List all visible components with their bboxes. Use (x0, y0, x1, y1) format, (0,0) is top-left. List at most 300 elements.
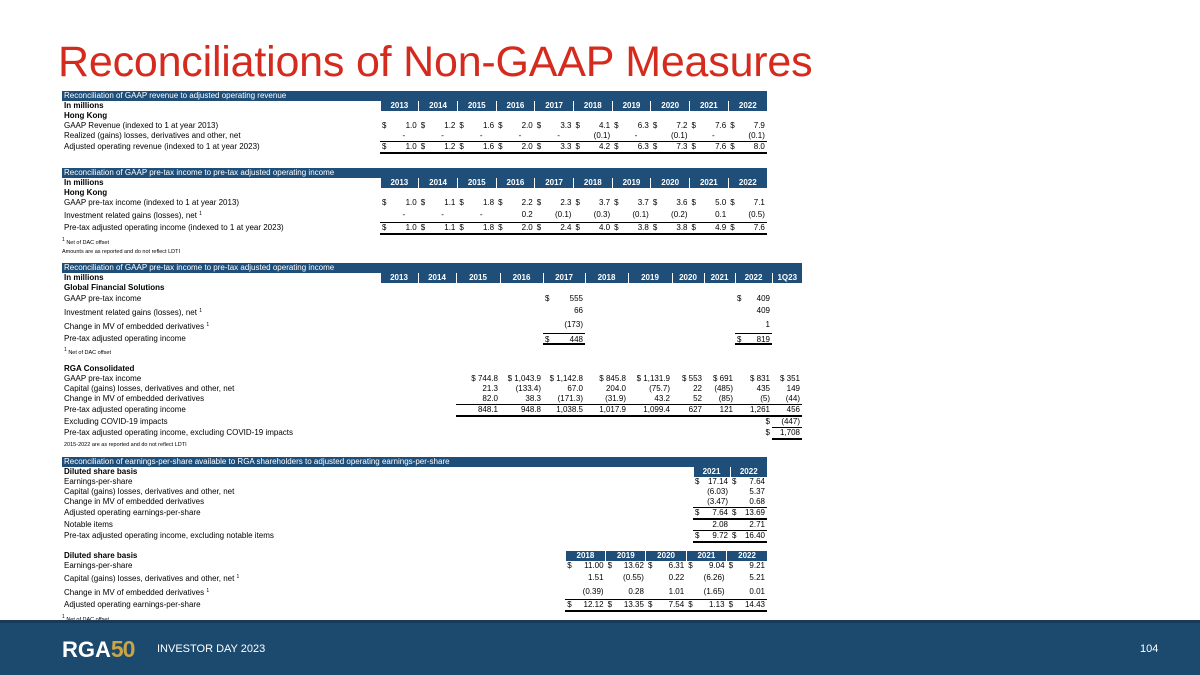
table-cell: $ (730, 531, 739, 543)
table-cell: 1.01 (668, 586, 685, 596)
table-cell (693, 487, 702, 497)
table-cell (628, 319, 672, 333)
table-cell (585, 293, 628, 305)
table-cell (612, 131, 621, 142)
table-cell (505, 111, 535, 121)
table-cell (612, 188, 621, 198)
table-cell: 2017 (535, 178, 574, 188)
table-cell (457, 188, 466, 198)
table-cell: (85) (718, 394, 733, 403)
table-cell: - (402, 131, 406, 140)
section-banner: Reconciliation of GAAP pre-tax income to pre-tax adjusted operating income (62, 263, 802, 273)
row-label: Adjusted operating revenue (indexed to 1 at year 2023) (64, 142, 260, 152)
table-cell: Pre-tax adjusted operating income, excluding COVID-19 impacts (64, 428, 293, 438)
table-cell (456, 305, 500, 319)
table-cell (535, 111, 544, 121)
table-cell: 12.12 (574, 599, 605, 611)
table-cell: $ (420, 198, 426, 207)
table-cell: 2022 (727, 551, 767, 561)
table-cell: 2022 (730, 467, 767, 477)
table-cell: In millions (64, 101, 104, 110)
table-cell: $ (690, 222, 699, 234)
table-cell: 2019 (612, 178, 651, 188)
table-cell (380, 374, 418, 384)
table-cell (651, 111, 660, 121)
table-cell: 4.9 (699, 222, 729, 234)
table-cell (660, 111, 690, 121)
table-cell: (0.1) (593, 131, 611, 140)
row-label: Capital (gains) losses, derivatives and other, net (64, 574, 235, 583)
table-cell: 21.3 (482, 384, 498, 393)
footnote: Amounts are as reported and do not reflect LDTI (62, 248, 181, 255)
table-cell: Diluted share basis (64, 551, 138, 560)
table-cell (690, 131, 699, 142)
table-cell: 1.6 (482, 121, 495, 130)
table-cell (573, 131, 582, 142)
table-cell: 2020 (672, 273, 704, 283)
footnote-marker: 1 (199, 308, 202, 314)
table-cell (543, 319, 585, 331)
table-cell (628, 428, 672, 440)
table-cell: $ (652, 198, 658, 207)
table-cell: 0.68 (749, 497, 765, 506)
table-cell: 1,708 (772, 428, 802, 440)
table-cell: $ (730, 508, 739, 520)
footnote-row (62, 345, 802, 358)
table-cell: 2019 (606, 551, 646, 561)
table-header-row (62, 101, 767, 111)
table-cell: 82.0 (482, 394, 498, 403)
table-cell (500, 283, 543, 293)
table-cell (62, 222, 380, 234)
table-cell (62, 131, 380, 142)
table-cell (457, 111, 466, 121)
table-row (62, 416, 802, 428)
table-cell: 1.8 (482, 198, 495, 207)
table-cell: 1.51 (588, 573, 604, 582)
table-cell (456, 283, 500, 293)
row-label: Change in MV of embedded derivatives (64, 322, 205, 331)
table-cell: 1,099.4 (628, 405, 672, 417)
table-cell: $ (573, 142, 582, 154)
table-cell: 3.7 (637, 198, 649, 207)
value: 1 (765, 320, 770, 329)
table-cell: 456 (772, 405, 802, 417)
table-cell: $ (651, 142, 660, 154)
table-cell (772, 293, 802, 305)
row-label: Realized (gains) losses, derivatives and other, net (64, 131, 241, 141)
table-cell: $ (686, 599, 695, 611)
table-cell (380, 188, 389, 198)
table-cell: - (557, 131, 560, 140)
footnote-marker: 1 (206, 588, 210, 594)
table-cell: $ 744.8 (471, 374, 498, 383)
table-cell (535, 188, 544, 198)
table-cell: 848.1 (456, 405, 500, 417)
table-cell (496, 111, 505, 121)
table-cell (565, 585, 574, 599)
table-cell (418, 333, 456, 345)
table-cell: 17.14 (707, 477, 728, 486)
table-cell: 7.64 (702, 508, 730, 520)
table-cell: $ (612, 142, 621, 154)
table-header-row (62, 178, 767, 188)
table-cell: 0.22 (668, 573, 685, 582)
table-cell (606, 571, 615, 585)
table-cell: 121 (704, 405, 735, 417)
table-cell: $ (614, 121, 619, 130)
table-cell: (0.1) (554, 209, 572, 219)
table-cell: 43.2 (654, 394, 670, 403)
segment-row (62, 364, 802, 374)
table-cell: $ (496, 222, 505, 234)
table-cell (457, 208, 466, 222)
table-cell (380, 111, 389, 121)
table-cell (628, 283, 672, 293)
table-row (62, 508, 767, 520)
table-cell: $ 819 (737, 335, 770, 344)
table-cell: (31.9) (605, 394, 626, 403)
table-cell: $ (457, 222, 466, 234)
table-cell: $ (646, 599, 655, 611)
table-cell: $ (652, 121, 658, 130)
table-cell: 0.01 (749, 586, 765, 596)
table-row (62, 405, 802, 417)
table-cell: (6.26) (703, 573, 725, 582)
table-row (62, 384, 802, 394)
table-cell: $ (535, 142, 544, 154)
table-cell (690, 188, 699, 198)
table-cell: (3.47) (707, 497, 728, 506)
table-cell: 14.43 (736, 599, 767, 611)
segment-row (62, 111, 767, 121)
table-row (62, 293, 802, 305)
table-cell (543, 428, 585, 440)
table-cell (418, 305, 456, 319)
table-cell (62, 198, 380, 208)
table-cell (380, 384, 418, 394)
row-label: Adjusted operating earnings-per-share (64, 508, 201, 518)
table-cell: (44) (785, 394, 800, 403)
table-header-row (62, 551, 767, 561)
table-row (62, 585, 767, 599)
table-cell (62, 121, 380, 131)
gfs-pretax-reconciliation (62, 263, 802, 450)
table-cell (544, 188, 574, 198)
row-label: Earnings-per-share (64, 561, 133, 570)
table-cell: $ (567, 561, 572, 570)
table-cell: (0.2) (671, 209, 688, 219)
table-cell (456, 416, 500, 428)
table-cell: 2.2 (521, 198, 533, 207)
table-cell: $ 448 (545, 335, 583, 344)
section-banner: Reconciliation of GAAP pre-tax income to pre-tax adjusted operating income (62, 168, 767, 178)
table-cell: $^1$ Net of DAC offset (64, 347, 112, 356)
table-cell: Global Financial Solutions (64, 283, 165, 292)
table-cell: 1,017.9 (585, 405, 628, 417)
eps-multi-year-table (62, 551, 767, 612)
table-cell (500, 416, 543, 428)
table-cell (380, 319, 418, 333)
table-cell (380, 394, 418, 405)
table-cell: $ (695, 477, 700, 486)
table-cell (582, 188, 612, 198)
table-cell (456, 293, 500, 305)
table-cell: $ (765, 428, 770, 438)
table-cell: 7.6 (737, 222, 767, 234)
table-cell: 2014 (419, 178, 458, 188)
table-cell (651, 188, 660, 198)
table-cell (419, 111, 428, 121)
value: 66 (574, 306, 583, 315)
table-cell (565, 571, 574, 585)
table-cell: 0.1 (715, 209, 727, 219)
row-label: Pre-tax adjusted operating income (64, 405, 186, 415)
table-cell (704, 319, 735, 333)
table-cell: Excluding COVID-19 impacts (64, 416, 168, 426)
table-cell (772, 319, 802, 333)
table-cell (585, 319, 628, 333)
table-cell: 5.0 (715, 198, 727, 207)
table-cell (585, 333, 628, 345)
section-banner: Reconciliation of earnings-per-share available to RGA shareholders to adjusted operating earnings-per-share (62, 457, 767, 467)
table-cell (419, 188, 428, 198)
row-label: Change in MV of embedded derivatives (64, 588, 205, 597)
table-cell: 1.1 (428, 222, 458, 234)
row-label: GAAP pre-tax income (64, 294, 142, 303)
table-cell (389, 111, 419, 121)
table-cell: $ (730, 121, 735, 130)
table-cell: 2016 (496, 101, 535, 111)
table-cell: $ (536, 121, 542, 130)
table-cell: 2013 (380, 101, 419, 111)
table-cell: 6.3 (637, 121, 649, 130)
hk-pretax-table (62, 178, 767, 235)
table-cell: $ (606, 599, 615, 611)
row-label: GAAP pre-tax income (64, 374, 142, 383)
table-cell (500, 428, 543, 440)
table-cell: (133.4) (515, 384, 541, 393)
table-cell (704, 305, 735, 319)
table-cell: $ (457, 142, 466, 154)
table-cell (651, 208, 660, 222)
table-cell: $ (732, 477, 737, 486)
table-row (62, 198, 767, 208)
table-cell (62, 519, 693, 531)
segment-row (62, 283, 802, 293)
table-cell: 16.40 (739, 531, 767, 543)
table-cell: $ (420, 121, 426, 130)
row-label: Pre-tax adjusted operating income, excluding notable items (64, 531, 274, 541)
table-cell (730, 487, 739, 497)
row-label: Earnings-per-share (64, 477, 133, 486)
table-cell: $ (614, 198, 619, 207)
table-cell (380, 428, 418, 440)
table-cell: $ (459, 121, 464, 130)
table-cell: 1.13 (695, 599, 726, 611)
table-cell (543, 283, 585, 293)
table-cell: 67.0 (567, 384, 583, 393)
table-cell (612, 111, 621, 121)
table-cell (543, 416, 585, 428)
table-cell: 948.8 (500, 405, 543, 417)
table-cell: $ (575, 121, 580, 130)
table-cell: 2021 (690, 101, 729, 111)
table-cell (728, 208, 737, 222)
table-cell (585, 305, 628, 319)
table-cell (62, 561, 565, 571)
table-cell (500, 305, 543, 319)
table-cell (418, 405, 456, 417)
table-cell: 2013 (380, 273, 418, 283)
table-cell: 2018 (573, 178, 612, 188)
table-cell (582, 111, 612, 121)
table-cell (62, 477, 693, 487)
table-cell: $ (612, 222, 621, 234)
table-row (62, 333, 802, 345)
table-cell: 2015-2022 are as reported and do not reflect LDTI (64, 442, 187, 448)
table-cell (585, 416, 628, 428)
table-row (62, 208, 767, 222)
table-cell: 1Q23 (772, 273, 802, 283)
table-cell: 3.3 (560, 121, 572, 130)
table-cell: $ (727, 599, 736, 611)
table-cell (62, 585, 565, 599)
row-label: GAAP Revenue (indexed to 1 at year 2013) (64, 121, 219, 130)
table-cell (418, 394, 456, 405)
table-cell (621, 188, 651, 198)
value: 409 (756, 306, 770, 315)
table-cell: $ (730, 198, 735, 207)
table-cell: 1.0 (405, 121, 417, 130)
table-cell (496, 131, 505, 142)
table-cell: $ (419, 222, 428, 234)
table-cell (380, 305, 418, 319)
table-cell: 2019 (612, 101, 651, 111)
table-cell: 5.21 (749, 573, 765, 582)
table-cell: $ (728, 561, 734, 570)
table-cell: 2022 (728, 178, 767, 188)
table-cell: $ (690, 142, 699, 154)
table-row (62, 374, 802, 384)
eps-multi-year-reconciliation (62, 551, 767, 622)
table-cell: (0.5) (748, 209, 765, 219)
page-title: Reconciliations of Non-GAAP Measures (58, 38, 813, 86)
table-cell (606, 585, 615, 599)
table-cell (380, 208, 389, 222)
table-cell: 1.0 (389, 222, 419, 234)
table-cell: 2021 (690, 178, 729, 188)
row-label: Change in MV of embedded derivatives (64, 497, 205, 507)
table-cell (389, 188, 419, 198)
table-cell (62, 208, 380, 222)
table-cell: - (441, 131, 444, 140)
table-cell (735, 305, 772, 317)
hk-revenue-table (62, 101, 767, 154)
table-cell (418, 293, 456, 305)
table-cell (62, 599, 565, 611)
table-cell: 2016 (500, 273, 543, 283)
table-header-row (62, 467, 767, 477)
table-cell: - (518, 131, 522, 140)
table-cell: 3.6 (676, 198, 688, 207)
table-cell: 1.2 (444, 121, 456, 130)
table-cell: In millions (64, 178, 104, 187)
table-cell: (0.1) (632, 209, 649, 219)
table-cell: 2018 (565, 551, 605, 561)
table-cell (672, 305, 704, 319)
table-cell: 2018 (585, 273, 628, 283)
table-row (62, 497, 767, 508)
table-cell (62, 293, 380, 305)
table-cell: 4.2 (582, 142, 612, 154)
table-cell: 7.6 (699, 142, 729, 154)
table-cell: $ (607, 561, 613, 570)
table-cell: 1,038.5 (543, 405, 585, 417)
table-cell: $ (535, 222, 544, 234)
table-cell (672, 428, 704, 440)
table-row (62, 222, 767, 234)
table-cell: $ (765, 417, 770, 427)
table-cell (699, 188, 729, 198)
table-cell: $ (419, 142, 428, 154)
table-cell (651, 131, 660, 142)
table-cell (646, 571, 655, 585)
section-banner: Reconciliation of GAAP revenue to adjusted operating revenue (62, 91, 767, 101)
table-cell: 8.0 (737, 142, 767, 154)
table-cell: 204.0 (605, 384, 626, 393)
table-cell (535, 208, 544, 222)
table-cell (544, 111, 574, 121)
table-cell: $ (573, 222, 582, 234)
table-cell: (171.3) (557, 394, 583, 403)
table-cell (419, 208, 428, 222)
table-row (62, 477, 767, 487)
eps-reconciliation (62, 457, 767, 543)
table-cell (380, 293, 418, 305)
table-cell: $ (380, 222, 389, 234)
table-cell (735, 319, 772, 331)
table-cell: 2018 (573, 101, 612, 111)
table-cell: 7.6 (715, 121, 727, 130)
table-cell: 3.8 (621, 222, 651, 234)
value: 448 (569, 335, 583, 344)
row-label: Capital (gains) losses, derivatives and other, net (64, 487, 235, 496)
table-cell: 7.1 (753, 198, 765, 207)
table-cell (428, 111, 458, 121)
table-cell (690, 111, 699, 121)
eps-table (62, 467, 767, 543)
table-cell (727, 571, 736, 585)
table-cell: 2014 (419, 101, 458, 111)
row-label: Adjusted operating earnings-per-share (64, 599, 201, 609)
table-cell: $ (728, 142, 737, 154)
table-row (62, 531, 767, 543)
table-cell (62, 405, 380, 417)
table-row (62, 319, 802, 333)
table-cell: 3.7 (599, 198, 611, 207)
row-label: Change in MV of embedded derivatives (64, 394, 205, 404)
table-cell: $ (688, 561, 693, 570)
table-cell (418, 374, 456, 384)
table-cell: 2016 (496, 178, 535, 188)
table-cell (418, 384, 456, 394)
table-cell: 3.8 (660, 222, 690, 234)
table-cell (380, 405, 418, 417)
table-cell: $ (647, 561, 653, 570)
table-cell: $ 845.8 (599, 374, 626, 383)
table-cell: $ (728, 222, 737, 234)
